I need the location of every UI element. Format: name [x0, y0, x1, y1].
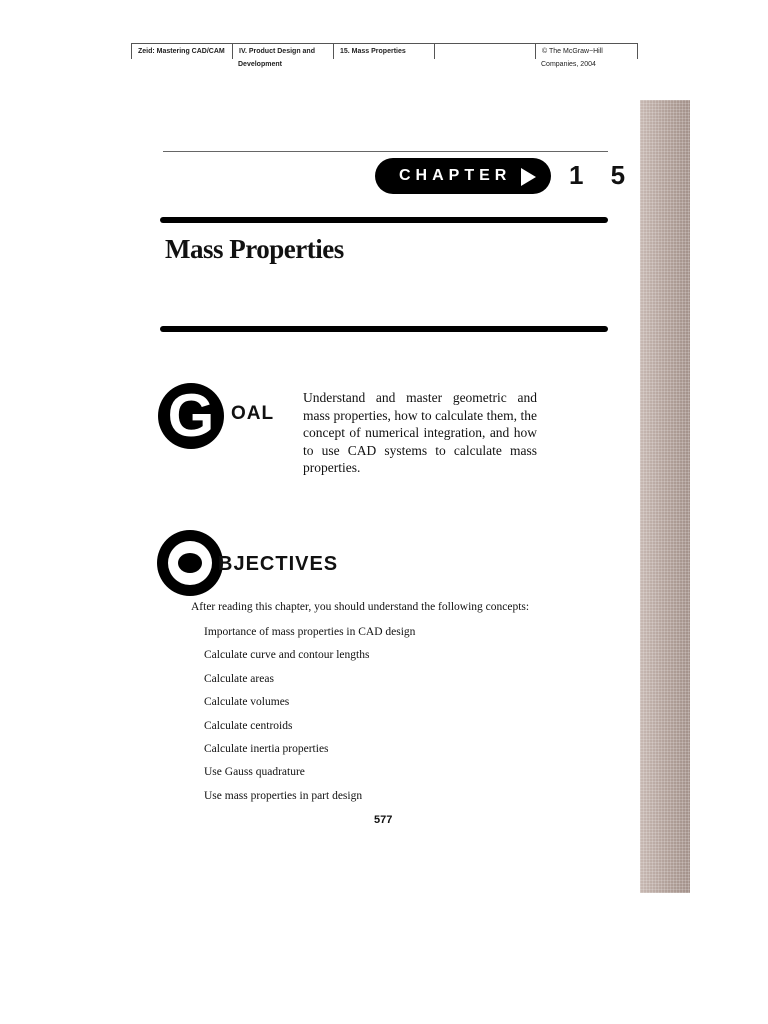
list-item: Use mass properties in part design [204, 789, 363, 802]
list-item: Importance of mass properties in CAD design [204, 626, 416, 638]
header-chapter: 15. Mass Properties [333, 44, 434, 59]
objectives-list [204, 624, 415, 811]
page-edge-shading [640, 100, 690, 893]
goal-g-icon [158, 383, 224, 449]
objectives-icon-core [178, 553, 202, 573]
chapter-badge [375, 158, 551, 194]
goal-icon-letter: G [167, 382, 215, 449]
header-copyright: © The McGraw−Hill [535, 44, 638, 59]
header-part-continued: Development [238, 61, 282, 68]
list-item: Calculate areas [204, 672, 274, 685]
chapter-title: Mass Properties [165, 234, 344, 264]
chapter-label: CHAPTER [399, 167, 512, 184]
goal-heading: OAL [231, 403, 275, 424]
title-rule-top [160, 217, 608, 223]
header-part: IV. Product Design and [232, 44, 333, 59]
header-book-title: Zeid: Mastering CAD/CAM [131, 44, 232, 59]
top-divider [163, 151, 608, 152]
running-header [131, 43, 638, 59]
list-item: Calculate inertia properties [204, 742, 329, 755]
goal-text: Understand and master geometric and mass properties, how to calculate them, the concept of numerical integration, and how to use CAD systems to calculate mass properties. [303, 390, 537, 475]
play-arrow-icon [521, 168, 536, 186]
list-item: Calculate curve and contour lengths [204, 649, 370, 662]
header-empty-cell [434, 44, 535, 59]
list-item: Use Gauss quadrature [204, 766, 305, 779]
objectives-intro: After reading this chapter, you should understand the following concepts: [191, 601, 530, 613]
list-item: Calculate volumes [204, 696, 290, 709]
objectives-heading: BJECTIVES [218, 553, 339, 575]
objectives-icon-ring [168, 541, 212, 585]
page-number: 577 [374, 814, 393, 826]
list-item: Calculate centroids [204, 719, 293, 732]
chapter-number: 1 5 [569, 160, 636, 190]
header-publisher-continued: Companies, 2004 [541, 61, 596, 68]
title-rule-bottom [160, 326, 608, 332]
objectives-o-icon [157, 530, 223, 596]
